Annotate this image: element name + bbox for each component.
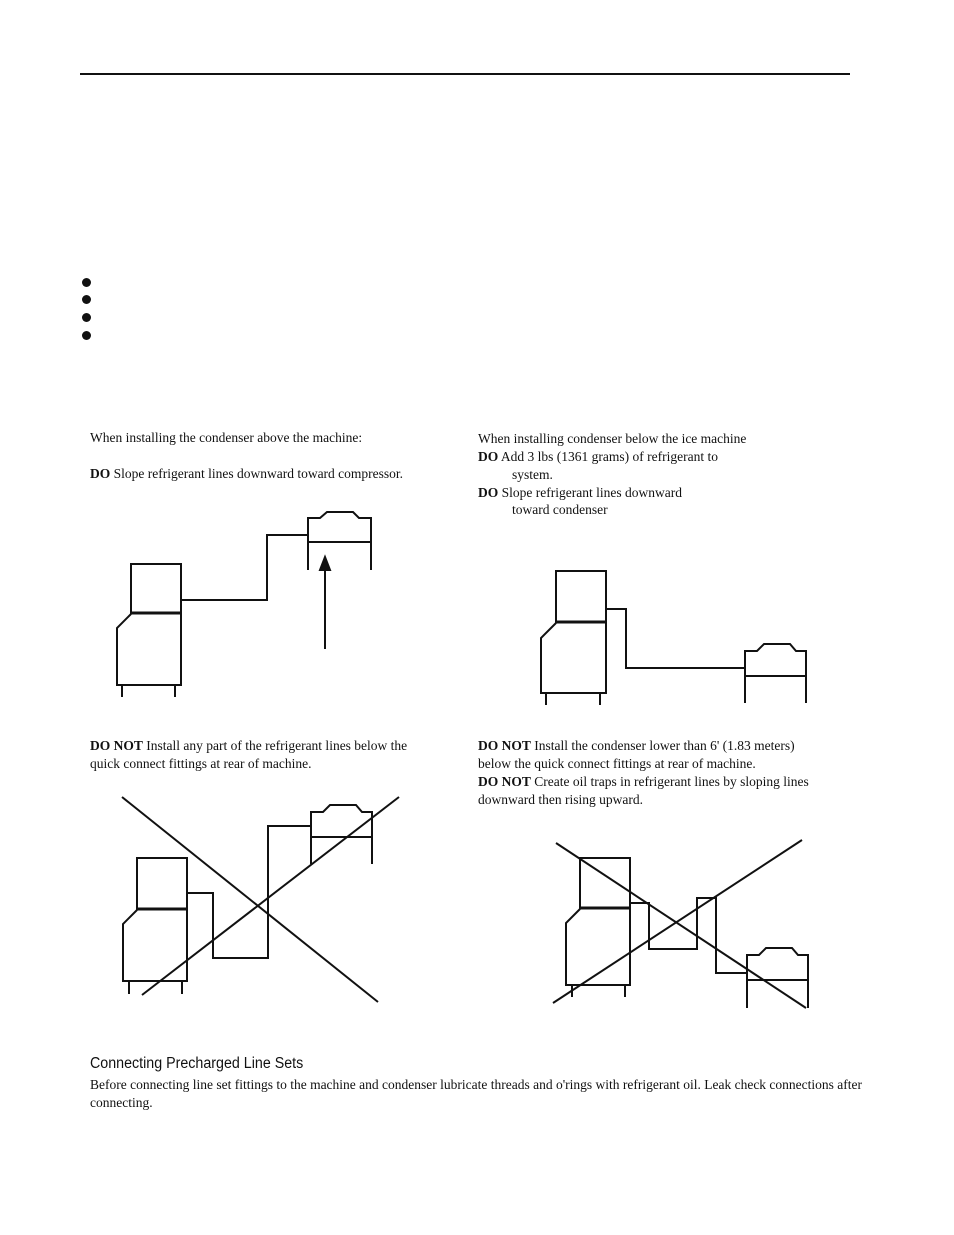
arrow-up-1 <box>320 557 330 649</box>
refrigerant-line-1 <box>181 535 308 600</box>
condenser-1 <box>308 512 371 570</box>
diagram-condenser-below <box>541 571 806 705</box>
condenser-4 <box>747 948 808 1008</box>
bottom-left-rule-keyword: DO NOT <box>90 738 143 753</box>
top-right-rule-2-keyword: DO <box>478 485 499 500</box>
top-right-rule-1-text: Add 3 lbs (1361 grams) of refrigerant to <box>500 449 718 464</box>
top-right-rule-1-cont: system. <box>512 467 553 482</box>
refrigerant-line-3 <box>187 826 311 958</box>
refrigerant-line-4 <box>630 898 747 973</box>
top-right-intro: When installing condenser below the ice machine <box>478 431 747 446</box>
section-heading: Connecting Precharged Line Sets <box>90 1055 304 1072</box>
top-left-intro: When installing the condenser above the machine: <box>90 430 363 445</box>
diagram-oil-traps <box>553 840 808 1008</box>
condenser-2 <box>745 644 806 703</box>
top-right-rule-2-cont: toward condenser <box>512 502 608 517</box>
bottom-right-rule-2-cont: downward then rising upward. <box>478 792 643 807</box>
bottom-right-rule-2-keyword: DO NOT <box>478 774 531 789</box>
ice-machine-3 <box>123 858 187 994</box>
diagram-lines-below-fittings <box>122 797 399 1002</box>
ice-machine-1 <box>117 564 181 697</box>
bottom-right-rule-1-text: Install the condenser lower than 6' (1.83 meters) <box>534 738 795 753</box>
refrigerant-line-2 <box>606 609 745 668</box>
bottom-left-rule-cont: quick connect fittings at rear of machine. <box>90 756 312 771</box>
condenser-3 <box>311 805 372 864</box>
bottom-right-rule-1-cont: below the quick connect fittings at rear of machine. <box>478 756 756 771</box>
top-right-rule-2-text: Slope refrigerant lines downward <box>501 485 682 500</box>
top-right-rule-1-keyword: DO <box>478 449 499 464</box>
diagram-condenser-above <box>117 512 371 697</box>
bottom-right-rule-1-keyword: DO NOT <box>478 738 531 753</box>
cross-out-line-3a <box>122 797 378 1002</box>
section-body: Before connecting line set fittings to the machine and condenser lubricate threads and o'rings with refrigerant oil. Leak check connections after connecting. <box>90 1077 863 1110</box>
bottom-left-rule-text: Install any part of the refrigerant lines below the <box>146 738 408 753</box>
top-left-rule-text: Slope refrigerant lines downward toward compressor. <box>113 466 404 481</box>
ice-machine-2 <box>541 571 606 705</box>
cross-out-line-4b <box>553 840 802 1003</box>
ice-machine-4 <box>566 858 630 997</box>
top-left-rule-keyword: DO <box>90 466 111 481</box>
bottom-right-rule-2-text: Create oil traps in refrigerant lines by sloping lines <box>534 774 809 789</box>
cross-out-line-4a <box>556 843 806 1008</box>
